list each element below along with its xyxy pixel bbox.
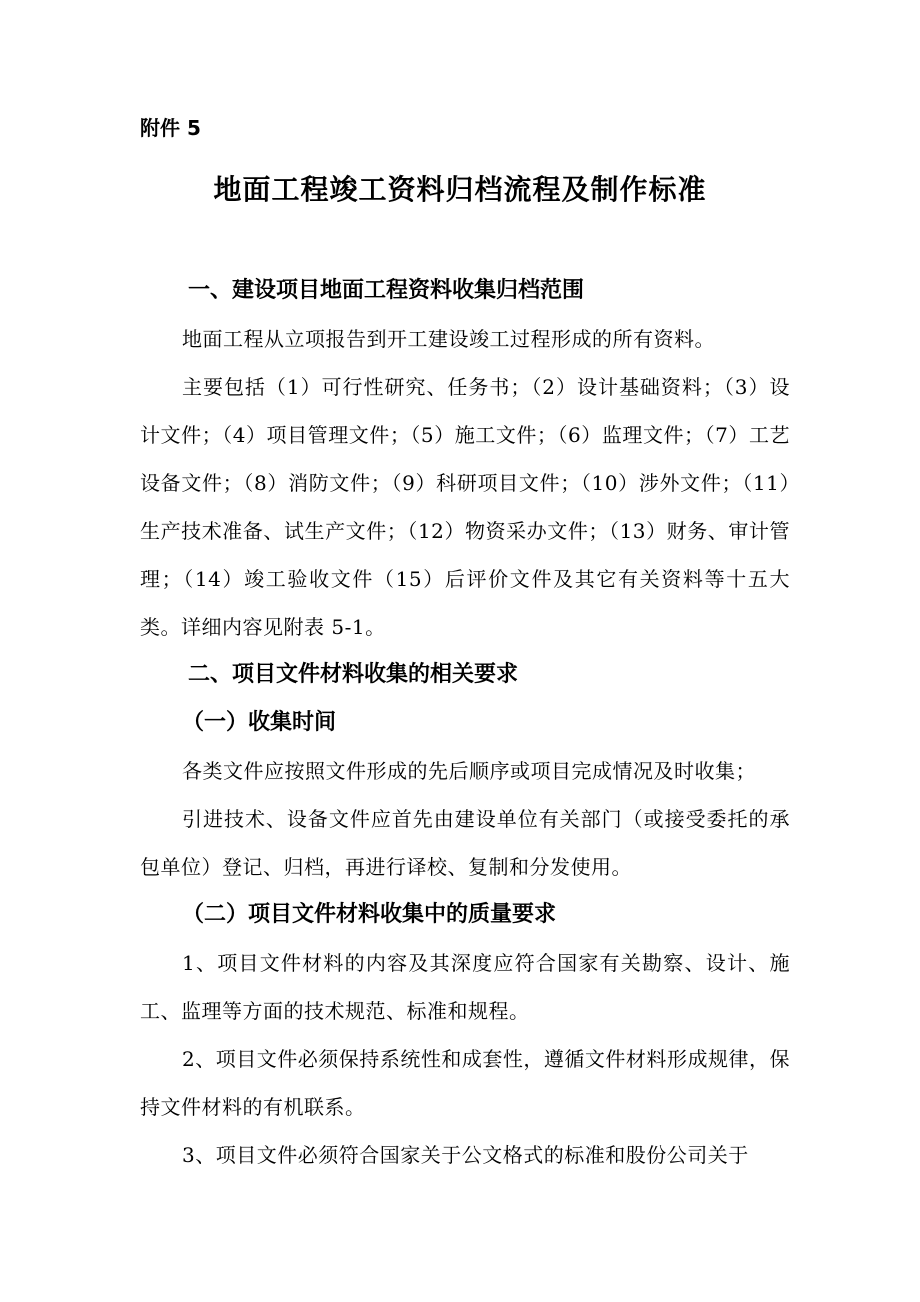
document-body (140, 267, 790, 1179)
section-1-heading: 一、建设项目地面工程资料收集归档范围 (188, 278, 585, 303)
subsection-1-paragraph-1: 各类文件应按照文件形成的先后顺序或项目完成情况及时收集； (182, 759, 756, 783)
subsection-2-paragraph-2: 2、项目文件必须保持系统性和成套性，遵循文件材料形成规律，保持文件材料的有机联系。 (140, 1047, 790, 1119)
section-1-paragraph-1: 地面工程从立项报告到开工建设竣工过程形成的所有资料。 (182, 327, 715, 351)
subsection-2-paragraph-1: 1、项目文件材料的内容及其深度应符合国家有关勘察、设计、施工、监理等方面的技术规范、标准和规程。 (140, 951, 790, 1023)
attachment-label: 附件 5 (140, 116, 201, 140)
section-1-paragraph-2: 主要包括（1）可行性研究、任务书；（2）设计基础资料；（3）设计文件；（4）项目管理文件；（5）施工文件；（6）监理文件；（7）工艺设备文件；（8）消防文件；（9）科研项目文件；（10）涉外文件；（11）生产技术准备、试生产文件；（12）物资采办文件；（13）财务、审计管理；（14）竣工验收文件（15）后评价文件及其它有关资料等十五大类。详细内容见附表 5-1。 (140, 375, 790, 639)
subsection-2-paragraph-3: 3、项目文件必须符合国家关于公文格式的标准和股份公司关于 (182, 1143, 749, 1167)
subsection-2-heading: （二）项目文件材料收集中的质量要求 (182, 902, 557, 927)
subsection-1-paragraph-2: 引进技术、设备文件应首先由建设单位有关部门（或接受委托的承包单位）登记、归档，再进行译校、复制和分发使用。 (140, 807, 790, 879)
subsection-1-heading: （一）收集时间 (182, 710, 337, 735)
section-2-heading: 二、项目文件材料收集的相关要求 (188, 662, 519, 687)
document-title: 地面工程竣工资料归档流程及制作标准 (213, 173, 707, 206)
